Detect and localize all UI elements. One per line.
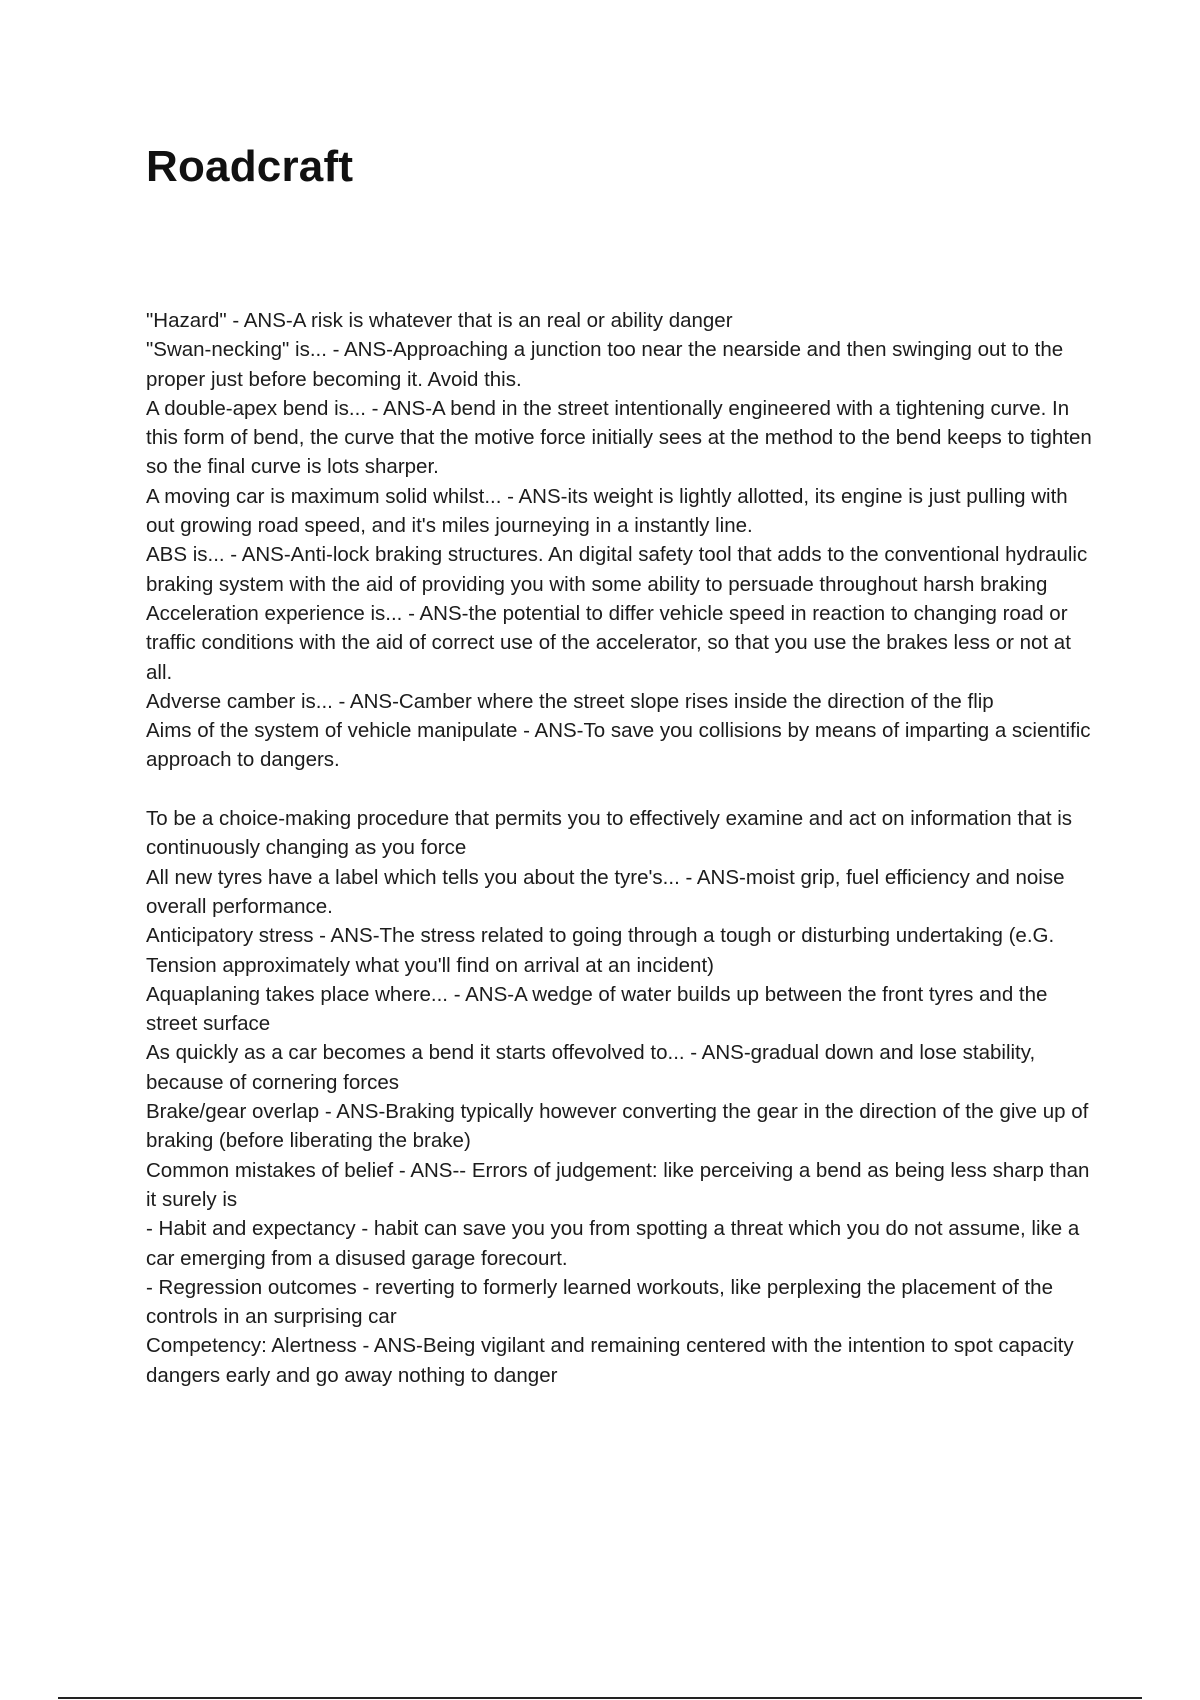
paragraph: As quickly as a car becomes a bend it starts offevolved to... - ANS-gradual down and lose stability, because of cornering forces <box>146 1041 1036 1094</box>
paragraph: ABS is... - ANS-Anti-lock braking structures. An digital safety tool that adds to the conventional hydraulic braking system with the aid of providing you with some ability to persuade throughout harsh braking <box>146 543 1088 596</box>
paragraph: Anticipatory stress - ANS-The stress related to going through a tough or disturbing undertaking (e.G. Tension approximately what you'll find on arrival at an incident) <box>146 924 1055 977</box>
footer-divider <box>58 1697 1142 1699</box>
paragraph: Competency: Alertness - ANS-Being vigilant and remaining centered with the intention to spot capacity dangers early and go away nothing to danger <box>146 1334 1074 1387</box>
paragraph: - Regression outcomes - reverting to formerly learned workouts, like perplexing the placement of the controls in an surprising car <box>146 1275 1053 1329</box>
paragraph: To be a choice-making procedure that permits you to effectively examine and act on information that is continuously changing as you force <box>146 807 1073 860</box>
paragraph: Acceleration experience is... - ANS-the potential to differ vehicle speed in reaction to changing road or traffic conditions with the aid of correct use of the accelerator, so that you use the brakes less or not at all. <box>146 601 1071 684</box>
document-body <box>146 306 1096 1390</box>
page-title: Roadcraft <box>146 142 354 191</box>
paragraph: "Hazard" - ANS-A risk is whatever that is an real or ability danger <box>146 309 733 332</box>
paragraph: Common mistakes of belief - ANS-- Errors of judgement: like perceiving a bend as being less sharp than it surely is <box>146 1158 1090 1211</box>
paragraph: Aquaplaning takes place where... - ANS-A wedge of water builds up between the front tyres and the street surface <box>146 982 1048 1036</box>
paragraph: "Swan-necking" is... - ANS-Approaching a junction too near the nearside and then swinging out to the proper just before becoming it. Avoid this. <box>146 338 1064 391</box>
paragraph: Adverse camber is... - ANS-Camber where the street slope rises inside the direction of the flip <box>146 689 994 713</box>
paragraph-spacer <box>146 775 1096 804</box>
paragraph: A moving car is maximum solid whilst... - ANS-its weight is lightly allotted, its engine is just pulling with out growing road speed, and it's miles journeying in a instantly line. <box>146 484 1068 538</box>
paragraph: Brake/gear overlap - ANS-Braking typically however converting the gear in the direction of the give up of braking (before liberating the brake) <box>146 1100 1089 1153</box>
paragraph: All new tyres have a label which tells you about the tyre's... - ANS-moist grip, fuel efficiency and noise overall performance. <box>146 865 1065 918</box>
paragraph: Aims of the system of vehicle manipulate - ANS-To save you collisions by means of imparting a scientific approach to dangers. <box>146 719 1091 772</box>
paragraph: - Habit and expectancy - habit can save you you from spotting a threat which you do not assume, like a car emerging from a disused garage forecourt. <box>146 1217 1080 1270</box>
paragraph: A double-apex bend is... - ANS-A bend in the street intentionally engineered with a tightening curve. In this form of bend, the curve that the motive force initially sees at the method to the bend keeps to tighten so the final curve is lots sharper. <box>146 396 1092 479</box>
